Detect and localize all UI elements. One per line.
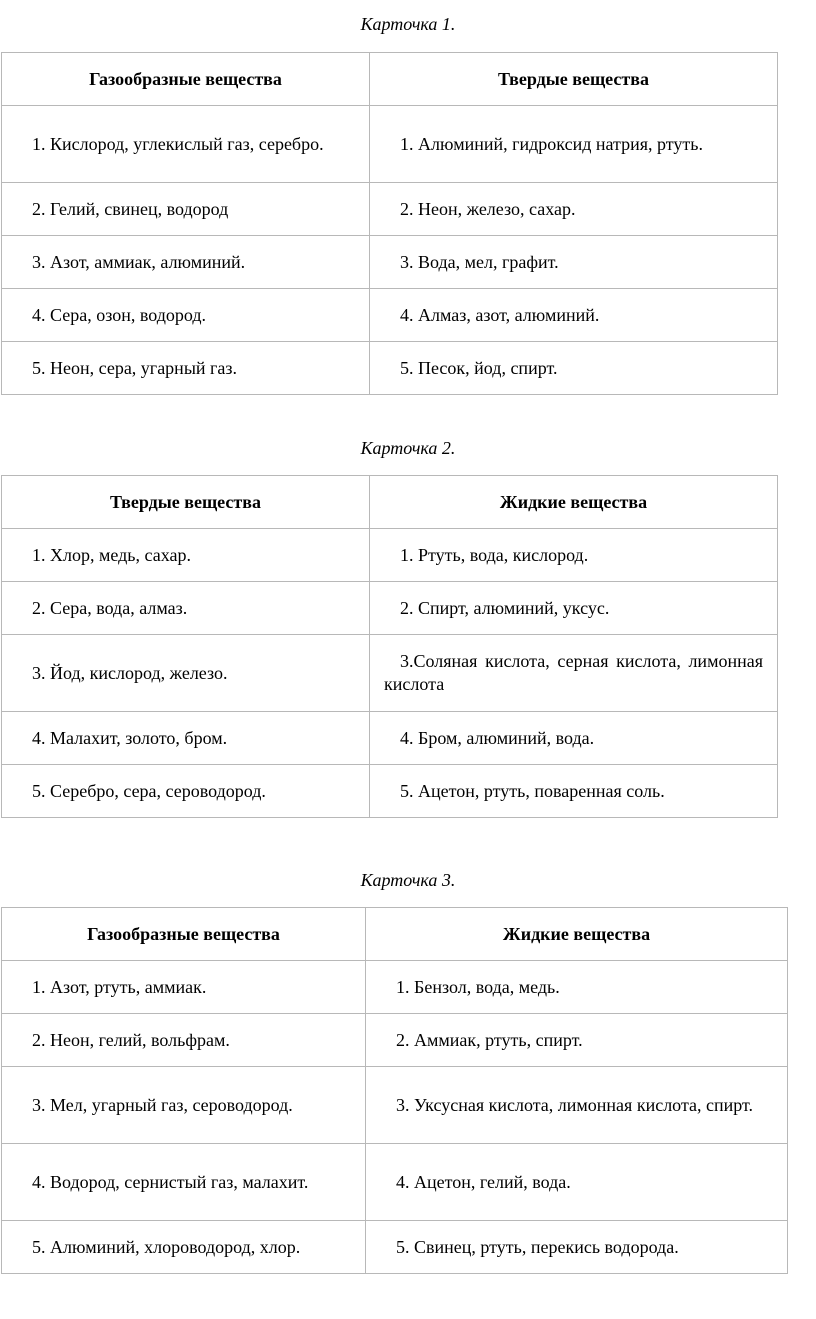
card-title: Карточка 3. [360, 870, 456, 890]
table-header-row [2, 53, 778, 106]
table-cell: 2. Спирт, алюминий, уксус. [400, 597, 610, 618]
table-cell: 1. Хлор, медь, сахар. [32, 544, 191, 565]
table-cell: 2. Аммиак, ртуть, спирт. [396, 1029, 583, 1050]
table-row [2, 1144, 788, 1221]
table-row [2, 765, 778, 818]
card-3 [0, 870, 816, 890]
table-cell: 2. Гелий, свинец, водород [32, 198, 229, 219]
table-cell: 4. Алмаз, азот, алюминий. [400, 304, 600, 325]
table-cell: 5. Алюминий, хлороводород, хлор. [32, 1236, 301, 1257]
table-row [2, 1067, 788, 1144]
column-header: Жидкие вещества [370, 476, 778, 529]
table-cell: 3. Мел, угарный газ, сероводород. [32, 1094, 293, 1115]
table-cell: 4. Сера, озон, водород. [32, 304, 206, 325]
table-row [2, 183, 778, 236]
table-row [2, 582, 778, 635]
table-row [2, 712, 778, 765]
table-cell: 5. Ацетон, ртуть, поваренная соль. [400, 780, 665, 801]
card-1 [0, 14, 816, 34]
table-cell: 3. Азот, аммиак, алюминий. [32, 251, 246, 272]
table-header-row [2, 908, 788, 961]
table-row [2, 236, 778, 289]
table-cell: 4. Бром, алюминий, вода. [400, 727, 595, 748]
table-row [2, 529, 778, 582]
card-title: Карточка 2. [360, 438, 456, 458]
table-cell: 1. Ртуть, вода, кислород. [400, 544, 589, 565]
table-cell: 2. Сера, вода, алмаз. [32, 597, 188, 618]
table-cell: 5. Серебро, сера, сероводород. [32, 780, 266, 801]
card-1-table [1, 52, 778, 395]
table-cell: 3. Йод, кислород, железо. [32, 662, 228, 683]
table-cell: 2. Неон, гелий, вольфрам. [32, 1029, 230, 1050]
table-cell: 4. Малахит, золото, бром. [32, 727, 228, 748]
card-2 [0, 438, 816, 458]
table-cell: 2. Неон, железо, сахар. [400, 198, 576, 219]
table-cell: 1. Азот, ртуть, аммиак. [32, 976, 207, 997]
card-2-table [1, 475, 778, 818]
table-cell: 3. Вода, мел, графит. [400, 251, 559, 272]
card-title: Карточка 1. [360, 14, 456, 34]
table-cell: 4. Водород, сернистый газ, малахит. [32, 1171, 309, 1192]
table-cell: 5. Свинец, ртуть, перекись водорода. [396, 1236, 679, 1257]
table-cell: 1. Алюминий, гидроксид натрия, ртуть. [400, 133, 703, 154]
card-3-table [1, 907, 788, 1274]
table-row [2, 1014, 788, 1067]
table-row [2, 1221, 788, 1274]
column-header: Жидкие вещества [366, 908, 788, 961]
table-cell: 1. Кислород, углекислый газ, серебро. [32, 133, 324, 154]
table-row [2, 342, 778, 395]
table-row [2, 961, 788, 1014]
column-header: Газообразные вещества [2, 908, 366, 961]
table-row [2, 106, 778, 183]
table-cell: 5. Неон, сера, угарный газ. [32, 357, 238, 378]
table-cell: 3. Уксусная кислота, лимонная кислота, спирт. [396, 1094, 754, 1115]
column-header: Твердые вещества [370, 53, 778, 106]
table-header-row [2, 476, 778, 529]
column-header: Твердые вещества [2, 476, 370, 529]
table-row [2, 289, 778, 342]
table-row [2, 635, 778, 712]
column-header: Газообразные вещества [2, 53, 370, 106]
table-cell: 4. Ацетон, гелий, вода. [396, 1171, 571, 1192]
table-cell: 5. Песок, йод, спирт. [400, 357, 558, 378]
table-cell: 1. Бензол, вода, медь. [396, 976, 560, 997]
table-cell: 3.Соляная кислота, серная кислота, лимонная кислота [384, 651, 763, 694]
